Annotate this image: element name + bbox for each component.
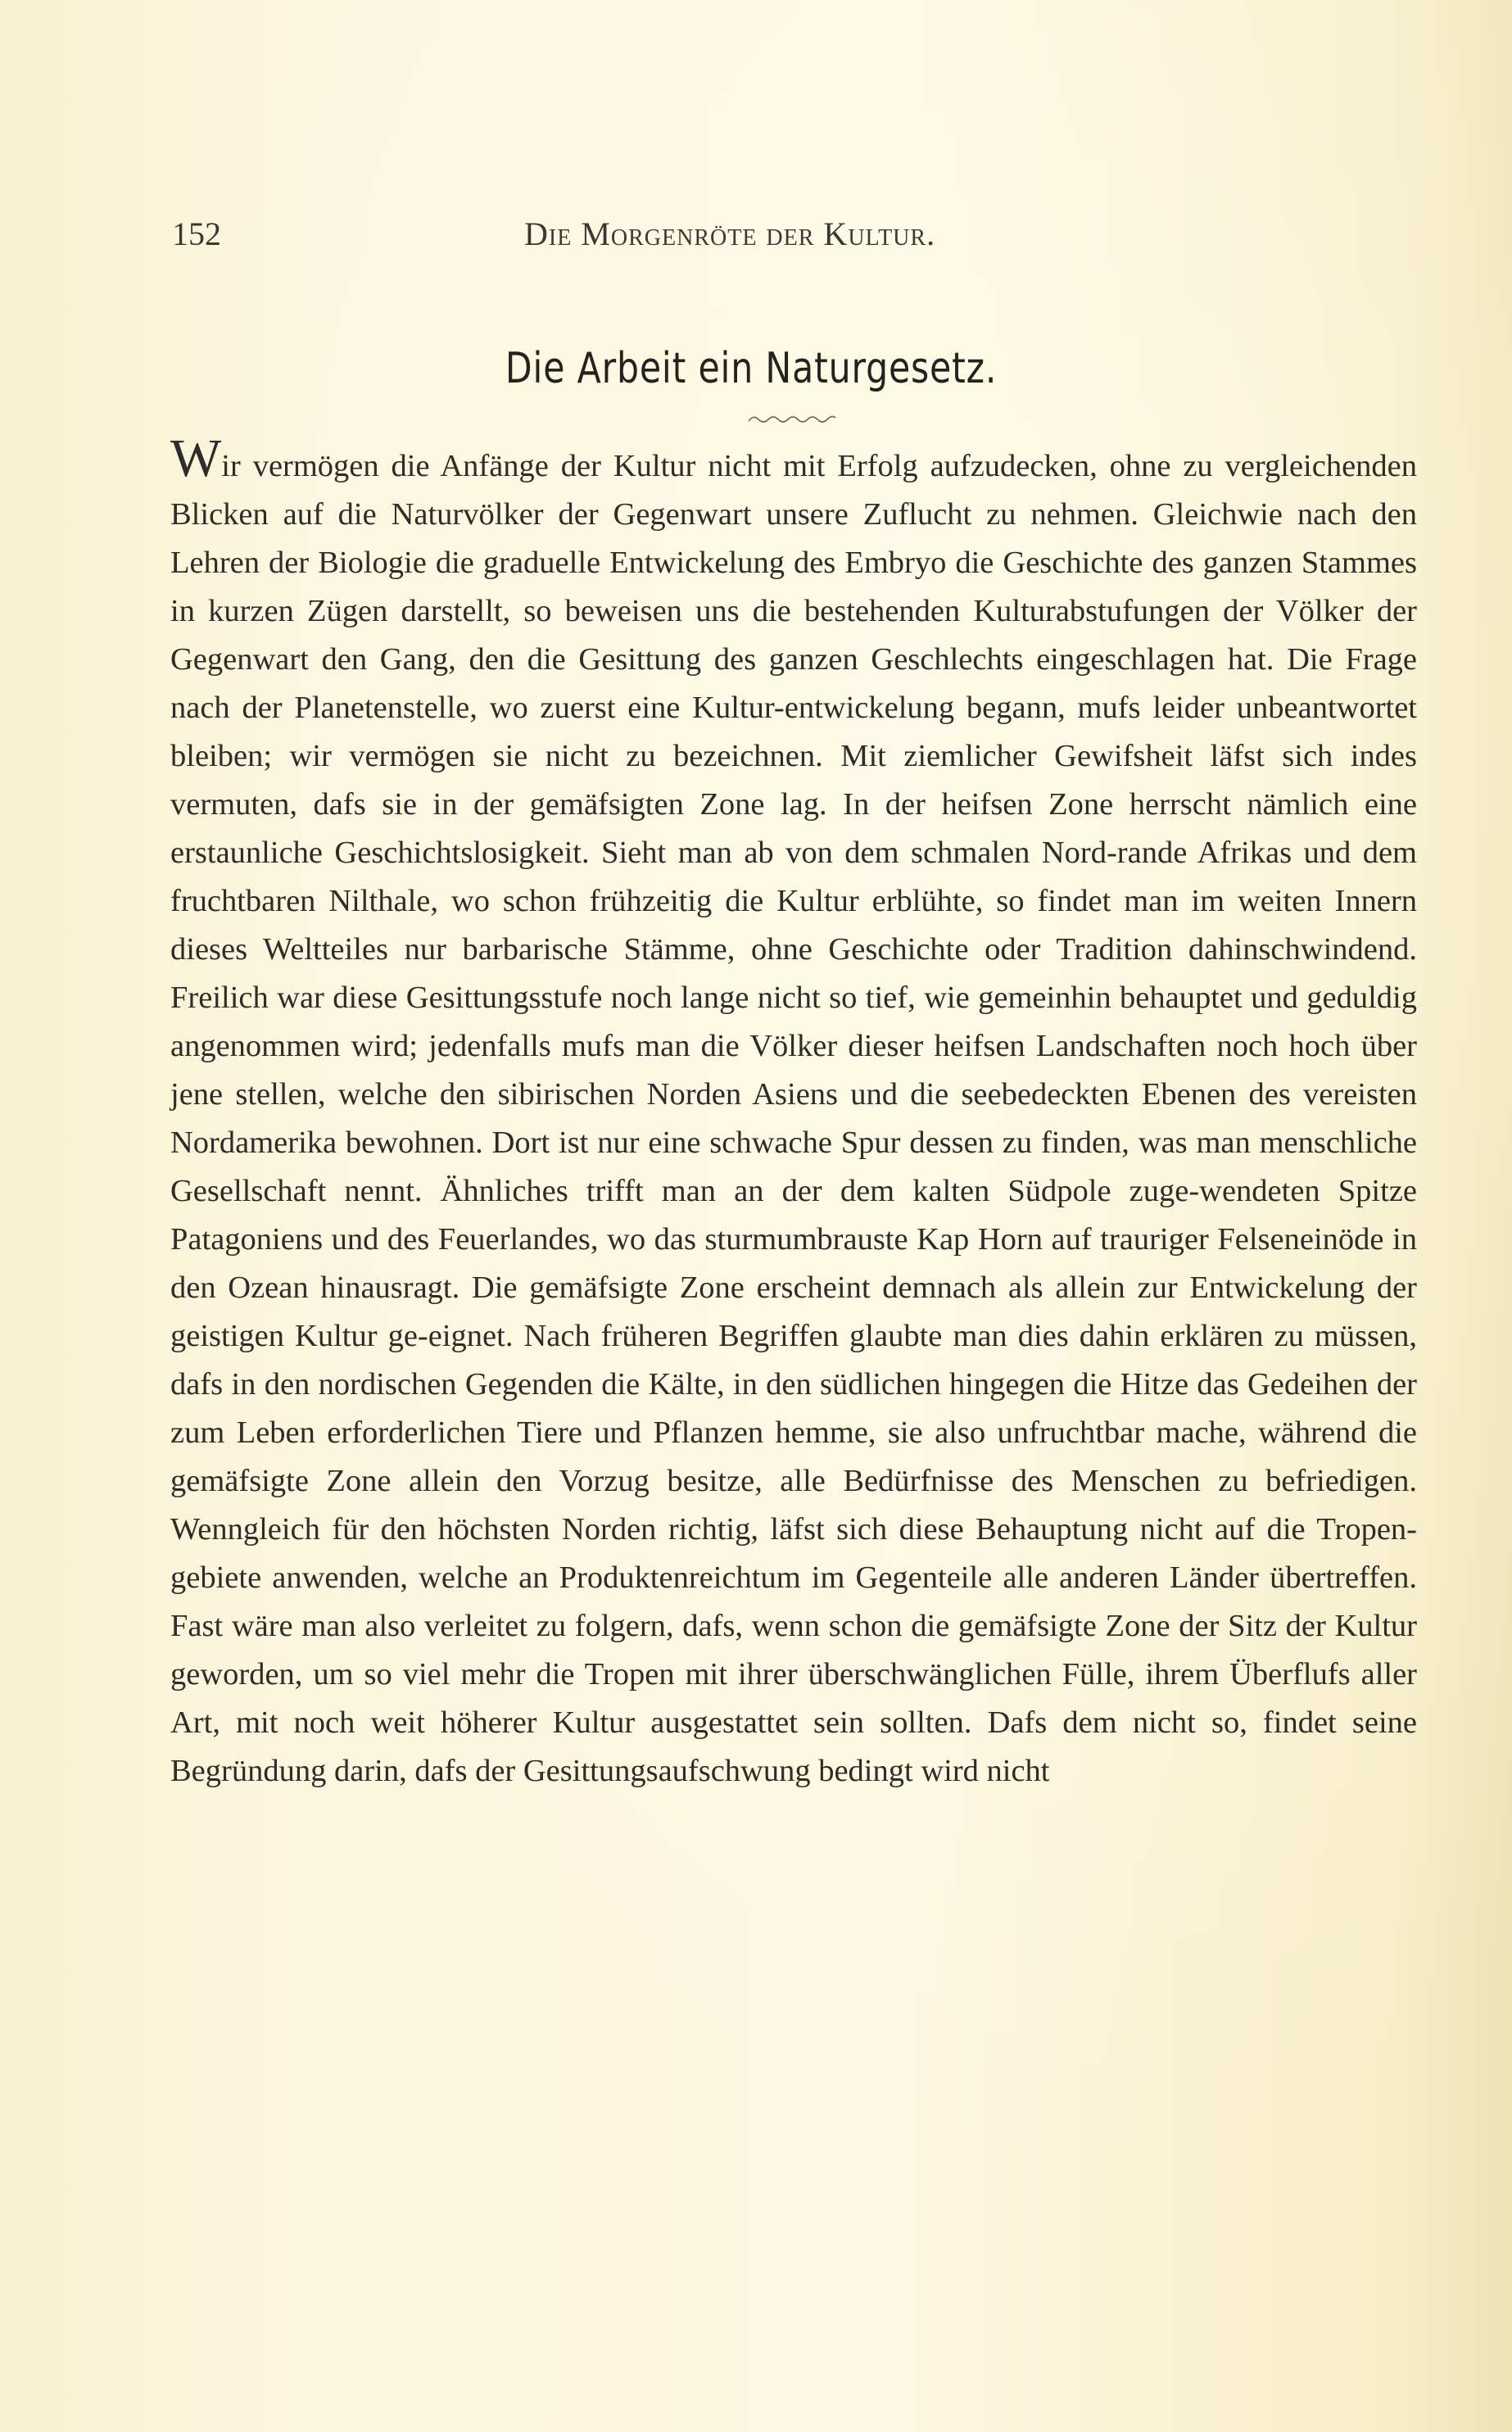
section-title: Die Arbeit ein Naturgesetz.	[505, 344, 998, 393]
ornament-rule-icon	[747, 413, 837, 424]
page-number: 152	[172, 215, 221, 252]
page-header	[172, 215, 1425, 256]
body-text: ir vermögen die Anfänge der Kultur nicht mit Erfolg aufzudecken, ohne zu vergleichenden Blicken auf die Naturvölker der Gegenwart unsere Zuflucht zu nehmen. Gleichwie nach den Lehren der Biologie die graduelle Entwickelung des Embryo die Geschichte des ganzen Stammes in kurzen Zügen darstellt, so beweisen uns die bestehenden Kulturabstufungen der Völker der Gegenwart den Gang, den die Gesittung des ganzen Geschlechts eingeschlagen hat. Die Frage nach der Planetenstelle, wo zuerst eine Kultur-entwickelung begann, mufs leider unbeantwortet bleiben; wir vermögen sie nicht zu bezeichnen. Mit ziemlicher Gewifsheit läfst sich indes vermuten, dafs sie in der gemäfsigten Zone lag. In der heifsen Zone herrscht nämlich eine erstaunliche Geschichtslosigkeit. Sieht man ab von dem schmalen Nord-rande Afrikas und dem fruchtbaren Nilthale, wo schon frühzeitig die Kultur erblühte, so findet man im weiten Innern dieses Weltteiles nur barbarische Stämme, ohne Geschichte oder Tradition dahinschwindend. Freilich war diese Gesittungsstufe noch lange nicht so tief, wie gemeinhin behauptet und geduldig angenommen wird; jedenfalls mufs man die Völker dieser heifsen Landschaften noch hoch über jene stellen, welche den sibirischen Norden Asiens und die seebedeckten Ebenen des vereisten Nordamerika bewohnen. Dort ist nur eine schwache Spur dessen zu finden, was man menschliche Gesellschaft nennt. Ähnliches trifft man an der dem kalten Südpole zuge-wendeten Spitze Patagoniens und des Feuerlandes, wo das sturmumbrauste Kap Horn auf trauriger Felseneinöde in den Ozean hinausragt. Die gemäfsigte Zone erscheint demnach als allein zur Entwickelung der geistigen Kultur ge-eignet. Nach früheren Begriffen glaubte man dies dahin erklären zu müssen, dafs in den nordischen Gegenden die Kälte, in den südlichen hingegen die Hitze das Gedeihen der zum Leben erforderlichen Tiere und Pflanzen hemme, sie also unfruchtbar mache, während die gemäfsigte Zone allein den Vorzug besitze, alle Bedürfnisse des Menschen zu befriedigen. Wenngleich für den höchsten Norden richtig, läfst sich diese Behauptung nicht auf die Tropen-gebiete anwenden, welche an Produktenreichtum im Gegenteile alle anderen Länder übertreffen. Fast wäre man also verleitet zu folgern, dafs, wenn schon die gemäfsigte Zone der Sitz der Kultur geworden, um so viel mehr die Tropen mit ihrer überschwänglichen Fülle, ihrem Überflufs aller Art, mit noch weit höherer Kultur ausgestattet sein sollten. Dafs dem nicht so, findet seine Begründung darin, dafs der Gesittungsaufschwung bedingt wird nicht	[170, 449, 1417, 1788]
drop-cap: W	[170, 428, 222, 488]
body-paragraph	[170, 428, 1417, 1796]
running-head: Die Morgenröte der Kultur.	[524, 215, 936, 252]
